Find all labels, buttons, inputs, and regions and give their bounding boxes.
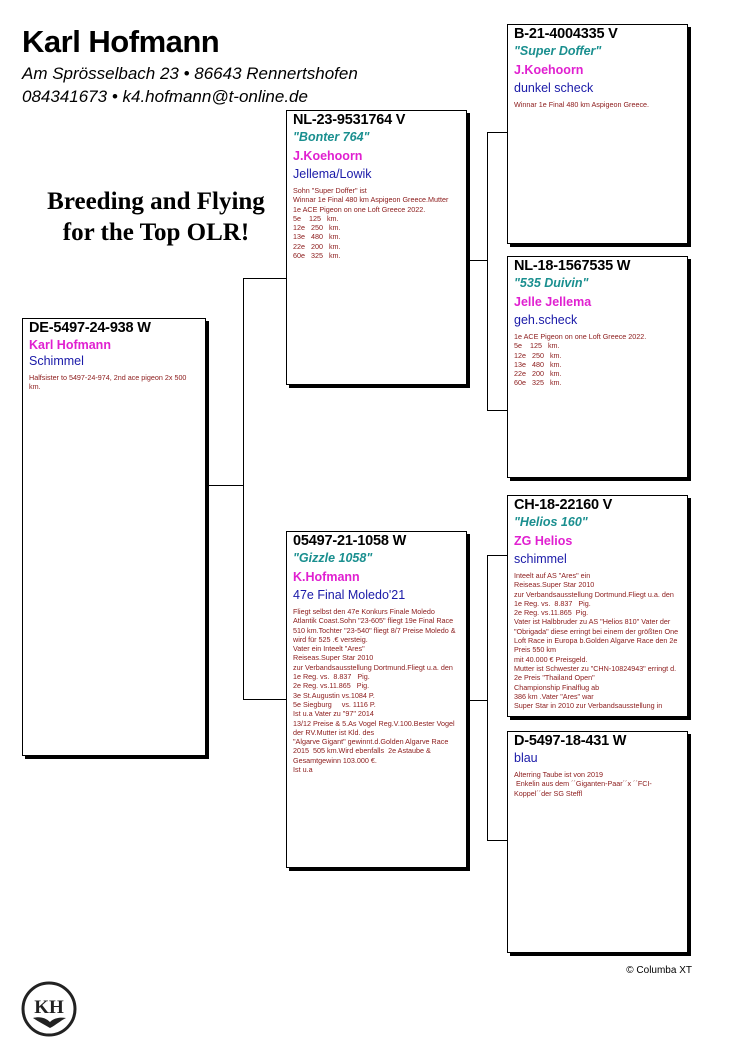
breeder-name: J.Koehoorn: [514, 63, 584, 77]
connector-to-sire-sire: [487, 132, 507, 133]
connector-gen1-vertical: [243, 278, 244, 700]
connector-dam-vertical: [487, 555, 488, 841]
owner-contact: 084341673 • k4.hofmann@t-online.de: [22, 87, 308, 106]
ring-number: NL-18-1567535 W: [514, 258, 631, 274]
pigeon-card-sire: [286, 110, 467, 385]
copyright-notice: © Columba XT: [626, 965, 692, 976]
pigeon-card-sire-dam: [507, 256, 688, 478]
ring-number: 05497-21-1058 W: [293, 533, 407, 549]
slogan-line-2: for the Top OLR!: [62, 219, 250, 246]
ring-number: D-5497-18-431 W: [514, 733, 627, 749]
pigeon-name: "Helios 160": [514, 515, 588, 529]
slogan-line-1: Breeding and Flying: [47, 188, 265, 215]
pigeon-card-subject: [22, 318, 206, 756]
pigeon-name: "Super Doffer": [514, 44, 602, 58]
breeder-name: J.Koehoorn: [293, 149, 363, 163]
pigeon-notes: 1e ACE Pigeon on one Loft Greece 2022. 5e 125 km. 12e 250 km. 13e 480 km. 22e 200 km. 60e 325 km.: [514, 332, 647, 388]
pigeon-colour: blau: [514, 751, 538, 765]
pigeon-notes: Alterring Taube ist von 2019 Enkelin aus dem ´´Giganten-Paar´´x ´´FCI- Koppel´´der SG Steffl: [514, 770, 652, 798]
pigeon-notes: Inteelt auf AS "Ares" ein Reiseas.Super Star 2010 zur Verbandsausstellung Dortmund.Fliegt u.a. den 1e Reg. vs. 8.837 Pig. 2e Reg. vs.11.865 Pig. Vater ist Halbbruder zu AS "Helios 810" Vater der "Obrigada" diese erringt bei einem der größten One Loft Race in Europa b.Golden Algarve Race den 2e Preis 550 km mit 40.000 € Preisgeld. Mutter ist Schwester zu "CHN-10824943" erringt d. 2e Preis "Thailand Open" Championship Finalflug ab 386 km .Vater "Ares" war Super Star in 2010 zur Verbandsausstellung in: [514, 571, 679, 711]
connector-sire-trunk: [467, 260, 488, 261]
pigeon-colour: geh.scheck: [514, 313, 578, 327]
pigeon-card-dam-dam: [507, 731, 688, 953]
connector-subject-trunk: [206, 485, 244, 486]
pigeon-name: "Bonter 764": [293, 130, 370, 144]
breeder-name: Jelle Jellema: [514, 295, 592, 309]
ring-number: B-21-4004335 V: [514, 26, 618, 42]
breeder-name: K.Hofmann: [293, 570, 360, 584]
pigeon-name: "535 Duivin": [514, 276, 589, 290]
pigeon-notes: Sohn "Super Doffer" ist Winnar 1e Final 480 km Aspigeon Greece.Mutter 1e ACE Pigeon on one Loft Greece 2022. 5e 125 km. 12e 250 km. 13e 480 km. 22e 200 km. 60e 325 km.: [293, 186, 449, 261]
kh-logo: [20, 980, 78, 1038]
pigeon-colour: Jellema/Lowik: [293, 167, 372, 181]
dove-icon: [20, 980, 78, 1038]
pigeon-card-dam-sire: [507, 495, 688, 717]
connector-to-dam-sire: [487, 555, 507, 556]
owner-name: Karl Hofmann: [22, 24, 220, 59]
connector-to-dam-dam: [487, 840, 507, 841]
slogan: [22, 186, 290, 248]
pigeon-colour: dunkel scheck: [514, 81, 594, 95]
pigeon-notes: Fliegt selbst den 47e Konkurs Finale Moledo Atlantik Coast.Sohn "23-605" fliegt 19e Final Race 510 km.Tochter "23-540" fliegt 8/7 Preise Moledo & wird für 525 .€ versteig. Vater ein Inteelt "Ares" Reiseas.Super Star 2010 zur Verbandsausstellung Dortmund.Fliegt u.a. den 1e Reg. vs. 8.837 Pig. 2e Reg. vs.11.865 Pig. 3e St.Augustin vs.1084 P. 5e Siegburg vs. 1116 P. Ist u.a Vater zu "97" 2014 13/12 Preise & 5.As Vogel Reg.V.100.Bester Vogel der RV.Mutter ist Kld. des "Algarve Gigant" gewinnt.d.Golden Algarve Race 2015 505 km.Wird ebenfalls 2e Astaube & Gesamtgewinn 103.000 €. Ist u.a: [293, 607, 456, 775]
connector-to-sire: [243, 278, 286, 279]
pigeon-card-sire-sire: [507, 24, 688, 244]
connector-to-dam: [243, 699, 286, 700]
pigeon-colour: 47e Final Moledo'21: [293, 588, 406, 602]
breeder-name: Karl Hofmann: [29, 338, 111, 352]
breeder-name: ZG Helios: [514, 534, 573, 548]
connector-dam-trunk: [467, 700, 488, 701]
pigeon-card-dam: [286, 531, 467, 868]
ring-number: DE-5497-24-938 W: [29, 320, 151, 336]
logo-text: KH: [34, 997, 64, 1018]
pigeon-colour: Schimmel: [29, 354, 84, 368]
ring-number: CH-18-22160 V: [514, 497, 613, 513]
connector-sire-vertical: [487, 132, 488, 411]
ring-number: NL-23-9531764 V: [293, 112, 406, 128]
pigeon-notes: Halfsister to 5497-24-974, 2nd ace pigeon 2x 500 km.: [29, 373, 187, 392]
pigeon-name: "Gizzle 1058": [293, 551, 373, 565]
pigeon-colour: schimmel: [514, 552, 567, 566]
owner-address: Am Sprösselbach 23 • 86643 Rennertshofen: [22, 64, 358, 83]
connector-to-sire-dam: [487, 410, 507, 411]
pigeon-notes: Winnar 1e Final 480 km Aspigeon Greece.: [514, 100, 650, 109]
